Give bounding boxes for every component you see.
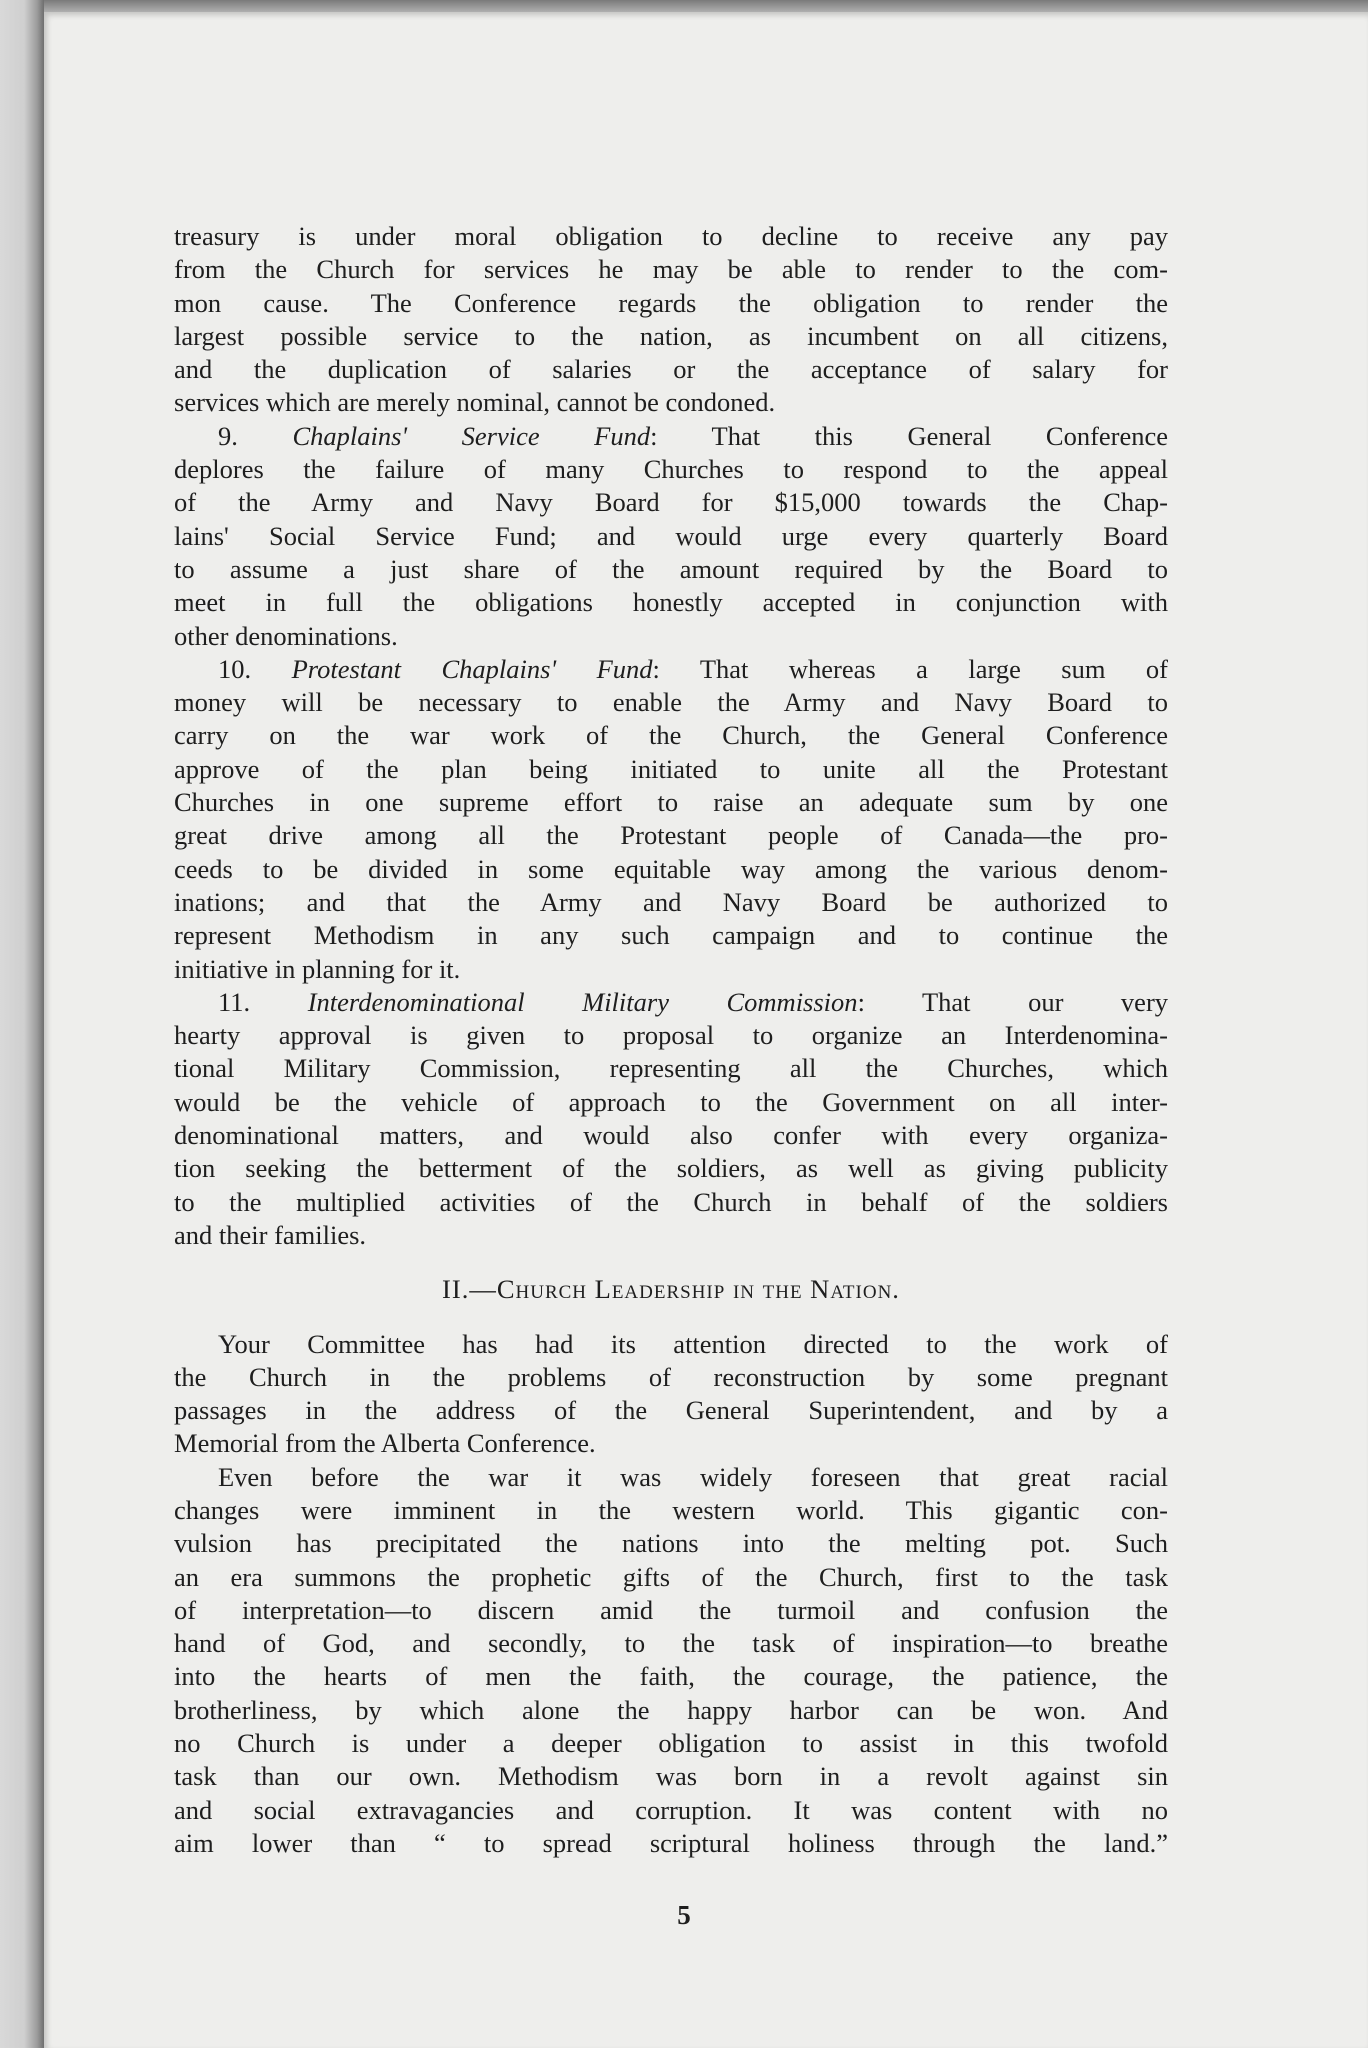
text-line: Churches in one supreme effort to raise an adequate sum by one	[174, 787, 1168, 818]
paragraph-item-9	[174, 420, 1168, 653]
paragraph-item-10	[174, 653, 1168, 986]
text-line: lains' Social Service Fund; and would urge every quarterly Board	[174, 520, 1168, 551]
item-first-line-text: : That this General Conference	[650, 420, 1169, 451]
item-first-line	[174, 653, 1168, 686]
item-number: 9.	[218, 420, 238, 451]
text-line: inations; and that the Army and Navy Board be authorized to	[174, 886, 1168, 917]
text-line: Your Committee has had its attention directed to the work of	[218, 1328, 1168, 1359]
section-heading: II.—Church Leadership in the Nation.	[442, 1274, 900, 1305]
text-line: from the Church for services he may be able to render to the com-	[174, 254, 1168, 285]
text-line: largest possible service to the nation, as incumbent on all citizens,	[174, 320, 1168, 351]
item-first-line	[174, 420, 1168, 453]
text-line: great drive among all the Protestant people of Canada—the pro-	[174, 820, 1168, 851]
text-line: mon cause. The Conference regards the obligation to render the	[174, 287, 1168, 318]
text-line: and their families.	[174, 1219, 367, 1250]
section-paragraph	[174, 1328, 1168, 1461]
paragraph-continuation	[174, 220, 1168, 420]
text-line: Even before the war it was widely foreseen that great racial	[218, 1461, 1168, 1492]
text-line: to assume a just share of the amount required by the Board to	[174, 553, 1168, 584]
section-paragraph	[174, 1461, 1168, 1861]
item-title: Chaplains' Service Fund	[292, 420, 651, 451]
text-line: Memorial from the Alberta Conference.	[174, 1428, 596, 1459]
text-line: passages in the address of the General Superintendent, and by a	[174, 1395, 1168, 1426]
text-line: services which are merely nominal, cannot be condoned.	[174, 387, 776, 418]
item-number: 11.	[218, 986, 251, 1017]
page-number: 5	[677, 1900, 691, 1930]
text-line: initiative in planning for it.	[174, 953, 461, 984]
text-line: changes were imminent in the western world. This gigantic con-	[174, 1494, 1168, 1525]
text-line: hearty approval is given to proposal to organize an Interdenomina-	[174, 1020, 1168, 1051]
text-line: would be the vehicle of approach to the Government on all inter-	[174, 1086, 1168, 1117]
text-line: approve of the plan being initiated to unite all the Protestant	[174, 753, 1168, 784]
text-line: represent Methodism in any such campaign and to continue the	[174, 920, 1168, 951]
text-line: into the hearts of men the faith, the courage, the patience, the	[174, 1661, 1168, 1692]
page-body	[174, 220, 1168, 1860]
item-first-line	[174, 986, 1168, 1019]
text-line: the Church in the problems of reconstruction by some pregnant	[174, 1361, 1168, 1392]
text-line: brotherliness, by which alone the happy harbor can be won. And	[174, 1694, 1168, 1725]
item-title: Interdenominational Military Commission	[307, 986, 858, 1017]
text-line: tion seeking the betterment of the soldiers, as well as giving publicity	[174, 1153, 1168, 1184]
text-line: of interpretation—to discern amid the turmoil and confusion the	[174, 1594, 1168, 1625]
item-number: 10.	[218, 653, 252, 684]
item-first-line-text: : That whereas a large sum of	[652, 653, 1169, 684]
text-line: aim lower than “ to spread scriptural holiness through the land.”	[174, 1827, 1168, 1858]
text-line: vulsion has precipitated the nations into the melting pot. Such	[174, 1528, 1168, 1559]
text-line: an era summons the prophetic gifts of the Church, first to the task	[174, 1561, 1168, 1592]
text-line: denominational matters, and would also confer with every organiza-	[174, 1120, 1168, 1151]
text-line: task than our own. Methodism was born in a revolt against sin	[174, 1761, 1168, 1792]
text-line: meet in full the obligations honestly accepted in conjunction with	[174, 587, 1168, 618]
text-line: to the multiplied activities of the Church in behalf of the soldiers	[174, 1186, 1168, 1217]
text-line: carry on the war work of the Church, the General Conference	[174, 720, 1168, 751]
text-line: no Church is under a deeper obligation to assist in this twofold	[174, 1728, 1168, 1759]
text-line: hand of God, and secondly, to the task of inspiration—to breathe	[174, 1628, 1168, 1659]
item-first-line-text: : That our very	[857, 986, 1169, 1017]
text-line: and the duplication of salaries or the acceptance of salary for	[174, 354, 1168, 385]
item-title: Protestant Chaplains' Fund	[291, 653, 653, 684]
text-line: money will be necessary to enable the Army and Navy Board to	[174, 687, 1168, 718]
text-line: and social extravagancies and corruption. It was content with no	[174, 1794, 1168, 1825]
text-line: of the Army and Navy Board for $15,000 towards the Chap-	[174, 487, 1168, 518]
text-line: treasury is under moral obligation to decline to receive any pay	[174, 221, 1168, 251]
scan-left-edge	[0, 0, 44, 2048]
text-line: other denominations.	[174, 620, 398, 651]
text-line: ceeds to be divided in some equitable way among the various denom-	[174, 853, 1168, 884]
paragraph-item-11	[174, 986, 1168, 1252]
text-line: tional Military Commission, representing all the Churches, which	[174, 1053, 1168, 1084]
text-line: deplores the failure of many Churches to respond to the appeal	[174, 454, 1168, 485]
